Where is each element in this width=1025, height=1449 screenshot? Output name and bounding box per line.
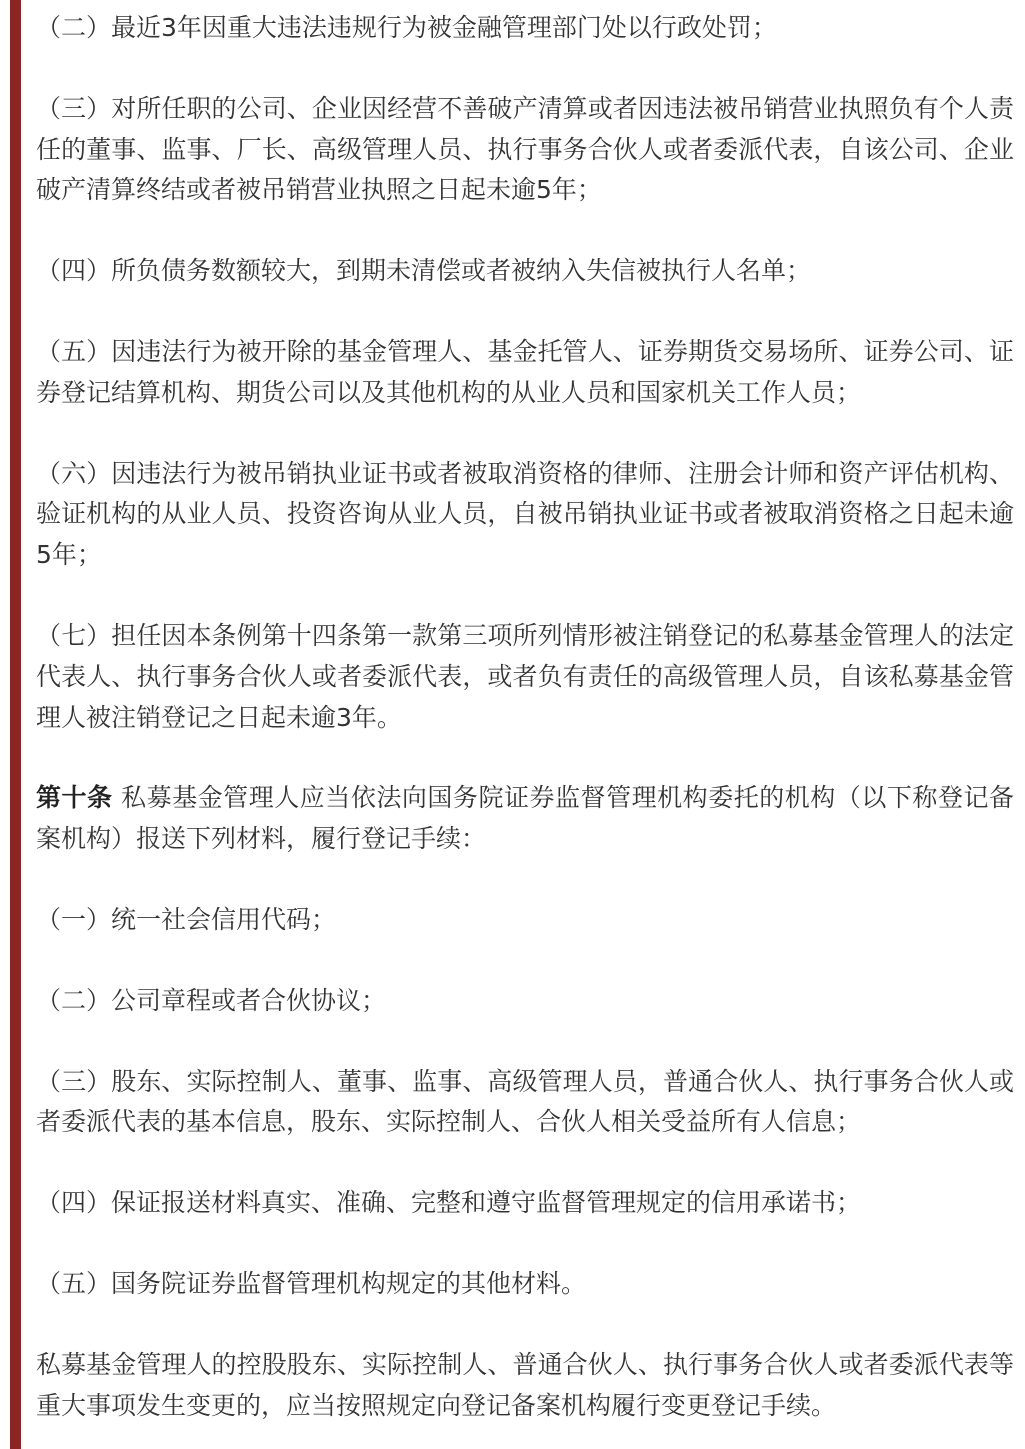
article-10-paragraph [36,778,1014,860]
left-accent-bar [10,0,21,1449]
change-registration-paragraph: 私募基金管理人的控股股东、实际控制人、普通合伙人、执行事务合伙人或者委派代表等重大事项发生变更的，应当按照规定向登记备案机构履行变更登记手续。 [36,1349,1014,1420]
article-10-heading: 第十条 [36,783,113,813]
paragraph-item-6: （六）因违法行为被吊销执业证书或者被取消资格的律师、注册会计师和资产评估机构、验证机构的从业人员、投资咨询从业人员，自被吊销执业证书或者被取消资格之日起未逾5年； [36,458,1014,570]
paragraph-item-7: （七）担任因本条例第十四条第一款第三项所列情形被注销登记的私募基金管理人的法定代表人、执行事务合伙人或者委派代表，或者负有责任的高级管理人员，自该私募基金管理人被注销登记之日起未逾3年。 [36,620,1014,732]
article-body [36,8,1014,1426]
paragraph-item-3: （三）对所任职的公司、企业因经营不善破产清算或者因违法被吊销营业执照负有个人责任的董事、监事、厂长、高级管理人员、执行事务合伙人或者委派代表，自该公司、企业破产清算终结或者被吊销营业执照之日起未逾5年； [36,93,1014,205]
paragraph-item-5: （五）因违法行为被开除的基金管理人、基金托管人、证券期货交易场所、证券公司、证券登记结算机构、期货公司以及其他机构的从业人员和国家机关工作人员； [36,336,1014,407]
material-item-1: （一）统一社会信用代码； [36,904,337,934]
material-item-5: （五）国务院证券监督管理机构规定的其他材料。 [36,1268,587,1298]
paragraph-item-4: （四）所负债务数额较大，到期未清偿或者被纳入失信被执行人名单； [36,256,812,286]
material-item-2: （二）公司章程或者合伙协议； [36,985,387,1015]
paragraph-item-2: （二）最近3年因重大违法违规行为被金融管理部门处以行政处罚； [36,13,777,42]
material-item-4: （四）保证报送材料真实、准确、完整和遵守监督管理规定的信用承诺书； [36,1188,862,1218]
material-item-3: （三）股东、实际控制人、董事、监事、高级管理人员，普通合伙人、执行事务合伙人或者委派代表的基本信息，股东、实际控制人、合伙人相关受益所有人信息； [36,1066,1014,1137]
article-10-text: 私募基金管理人应当依法向国务院证券监督管理机构委托的机构（以下称登记备案机构）报送下列材料，履行登记手续： [36,783,1014,854]
